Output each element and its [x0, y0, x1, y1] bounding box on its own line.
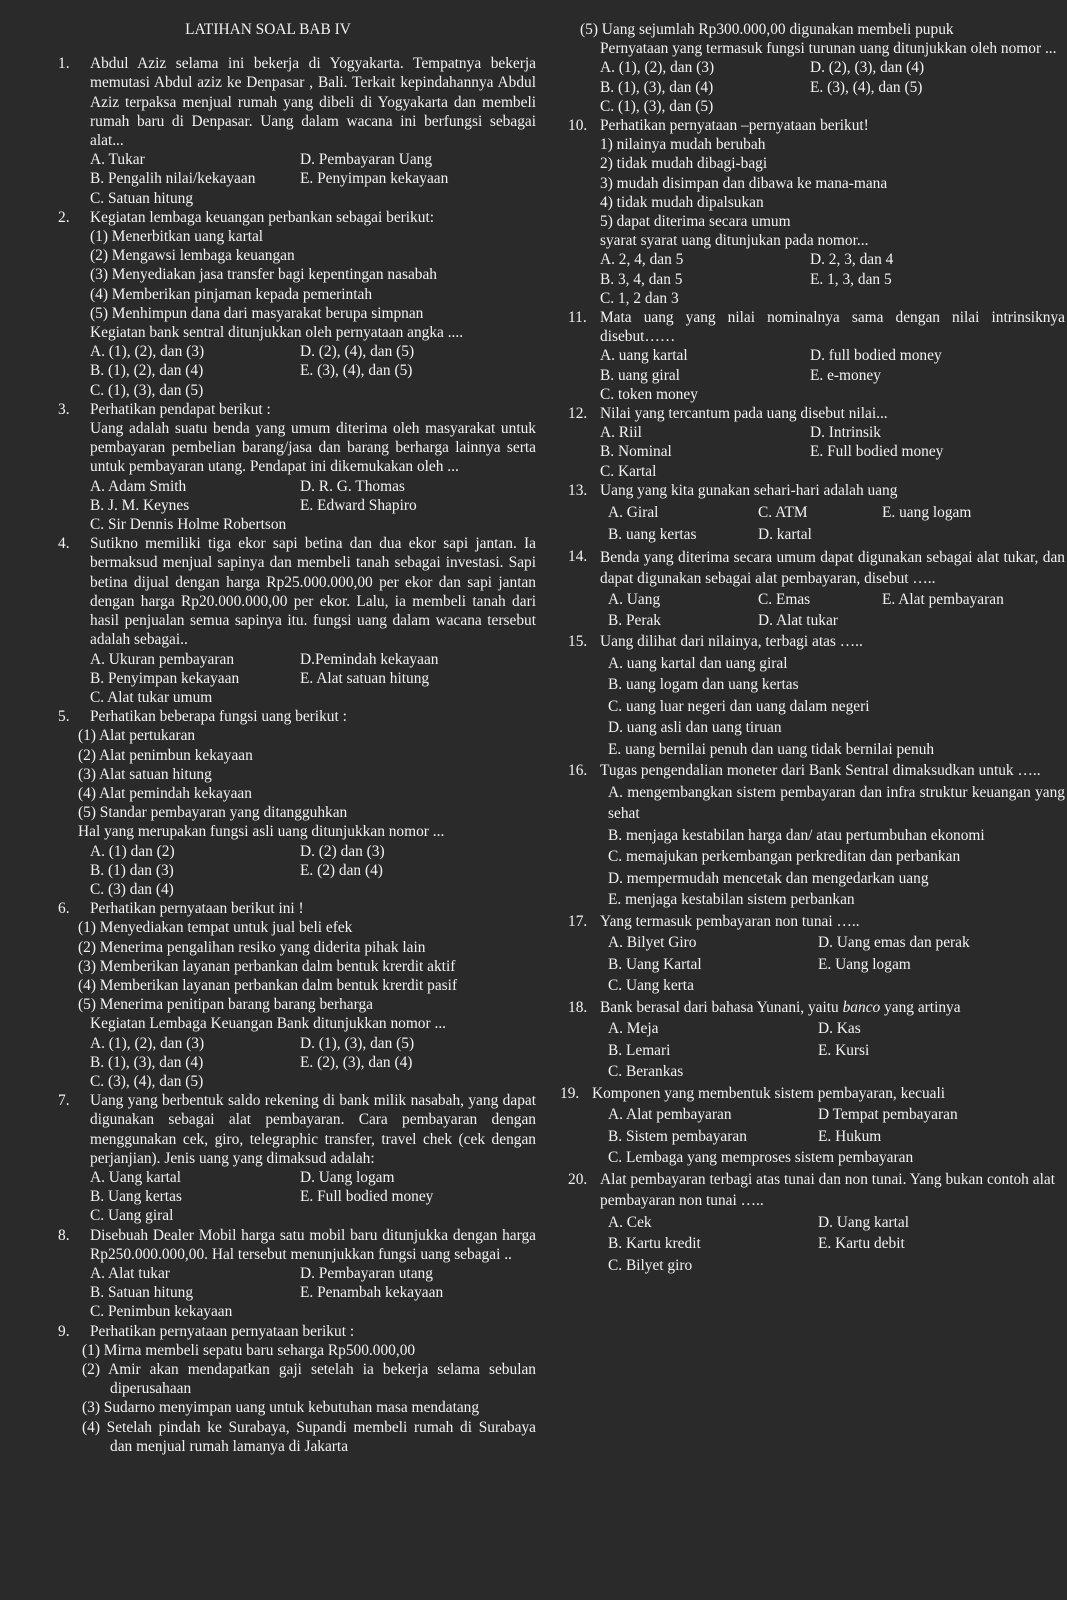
question-19: [560, 1083, 1065, 1169]
question-prompt: Hal yang merupakan fungsi asli uang ditunjukkan nomor ...: [78, 823, 445, 841]
option: C. (1), (3), dan (5): [600, 97, 714, 115]
option: D.Pemindah kekayaan: [300, 650, 439, 668]
option: E. e-money: [810, 366, 881, 384]
list-item: (3) Menyediakan jasa transfer bagi kepentingan nasabah: [90, 266, 438, 284]
list-item: (1) Mirna membeli sepatu baru seharga Rp500.000,00: [82, 1341, 416, 1359]
question-prompt: Kegiatan bank sentral ditunjukkan oleh pernyataan angka ....: [90, 324, 464, 342]
option: C. ATM: [758, 504, 808, 522]
question-number: 1.: [58, 55, 70, 73]
question-text: Perhatikan pernyataan berikut ini !: [90, 900, 304, 918]
option: E. Alat pembayaran: [882, 591, 1004, 609]
right-column: [560, 20, 1065, 1276]
option: C. uang luar negeri dan uang dalam negeri: [608, 697, 870, 715]
option: E. (2), (3), dan (4): [300, 1053, 413, 1071]
option: C. Uang giral: [90, 1207, 174, 1225]
question-17: [568, 911, 1065, 997]
list-item: (5) Uang sejumlah Rp300.000,00 digunakan membeli pupuk: [580, 21, 954, 38]
option: A. (1) dan (2): [90, 842, 175, 860]
option: E. Kartu debit: [818, 1235, 905, 1253]
option: A. (1), (2), dan (3): [90, 1034, 205, 1052]
option: C. Penimbun kekayaan: [90, 1303, 233, 1321]
option: D. R. G. Thomas: [300, 477, 405, 495]
question-2: [58, 208, 536, 400]
question-number: 10.: [568, 117, 588, 135]
option: A. Alat tukar: [90, 1265, 170, 1282]
option: B. (1) dan (3): [90, 861, 174, 879]
question-number: 15.: [568, 633, 588, 651]
question-text: Komponen yang membentuk sistem pembayaran, kecuali: [592, 1084, 946, 1102]
list-item: (5) Menerima penitipan barang barang berharga: [78, 996, 373, 1014]
question-16: [568, 760, 1065, 911]
option: C. (1), (3), dan (5): [90, 381, 204, 399]
option: C. (3) dan (4): [90, 880, 174, 898]
question-number: 5.: [58, 708, 70, 726]
option: C. 1, 2 dan 3: [600, 289, 679, 307]
option: D. Uang kartal: [818, 1213, 910, 1231]
option: A. uang kartal: [600, 347, 688, 365]
question-text: Yang termasuk pembayaran non tunai …..: [600, 912, 860, 930]
list-item: (5) Standar pembayaran yang ditangguhkan: [78, 804, 348, 822]
question-text: Abdul Aziz selama ini bekerja di Yogyakarta. Tempatnya bekerja memutasi Abdul aziz ke Denpasar , Bali. Terkait kepindahannya Abdul Aziz terpaksa menjual rumah yang dibeli di Yogyakarta dan membeli rumah baru di Denpasar. Uang dalam wacana ini berfungsi sebagai alat...: [90, 55, 536, 150]
question-11: [568, 308, 1065, 404]
question-number: 9.: [58, 1322, 70, 1340]
option: C. token money: [600, 385, 698, 403]
option: E. (2) dan (4): [300, 861, 383, 879]
list-item: (3) Alat satuan hitung: [78, 765, 212, 783]
question-number: 17.: [568, 912, 588, 930]
list-item: 4) tidak mudah dipalsukan: [600, 193, 764, 211]
question-number: 12.: [568, 405, 588, 423]
option: C. Sir Dennis Holme Robertson: [90, 516, 287, 534]
question-13: [568, 481, 1065, 548]
list-item: (2) Mengawsi lembaga keuangan: [90, 247, 295, 265]
option: D. (2), (4), dan (5): [300, 343, 415, 361]
list-item: (1) Menyediakan tempat untuk jual beli efek: [78, 919, 353, 937]
question-6: [58, 899, 536, 1091]
option: D. 2, 3, dan 4: [810, 251, 894, 269]
option: D. Pembayaran utang: [300, 1265, 433, 1282]
option: B. Pengalih nilai/kekayaan: [90, 170, 256, 188]
list-item: 2) tidak mudah dibagi-bagi: [600, 155, 768, 173]
list-item: (1) Menerbitkan uang kartal: [90, 228, 264, 246]
list-item: (3) Sudarno menyimpan uang untuk kebutuhan masa mendatang: [82, 1399, 480, 1417]
question-text: Mata uang yang nilai nominalnya sama dengan nilai intrinsiknya disebut……: [600, 309, 1065, 346]
question-text: Perhatikan pernyataan pernyataan berikut :: [90, 1322, 355, 1340]
option: E. Full bodied money: [300, 1188, 434, 1206]
option: B. J. M. Keynes: [90, 496, 190, 514]
question-3: [58, 400, 536, 534]
option: A. uang kartal dan uang giral: [608, 654, 788, 672]
question-8: [58, 1226, 536, 1322]
option: A. (1), (2), dan (3): [600, 59, 715, 77]
option: B. Uang kertas: [90, 1188, 182, 1206]
question-number: 14.: [568, 548, 588, 566]
option: C. Emas: [758, 591, 811, 609]
option: B. Perak: [608, 612, 662, 630]
question-number: 18.: [568, 998, 588, 1016]
question-5: [58, 707, 536, 899]
list-item: 3) mudah disimpan dan dibawa ke mana-mana: [600, 174, 888, 192]
option: D. Uang emas dan perak: [818, 934, 970, 952]
option: E. Alat satuan hitung: [300, 669, 430, 687]
option: A. Meja: [608, 1020, 659, 1038]
list-item: 1) nilainya mudah berubah: [600, 136, 766, 154]
option: C. Uang kerta: [608, 977, 694, 995]
list-item: 5) dapat diterima secara umum: [600, 213, 791, 231]
list-item: (4) Alat pemindah kekayaan: [78, 784, 252, 802]
option: A. Tukar: [90, 151, 145, 169]
option: E. uang logam: [882, 504, 972, 522]
option: E. Kursi: [818, 1041, 870, 1059]
option: C. Alat tukar umum: [90, 688, 213, 706]
question-15: [568, 631, 1065, 760]
question-number: 8.: [58, 1226, 70, 1244]
question-prompt: Pernyataan yang termasuk fungsi turunan uang ditunjukkan oleh nomor ...: [600, 40, 1057, 58]
option: B. Lemari: [608, 1041, 671, 1059]
option: D. Kas: [818, 1020, 861, 1038]
question-prompt: syarat syarat uang ditunjukan pada nomor...: [600, 232, 869, 250]
left-column: [58, 20, 536, 1456]
list-item: (4) Memberikan layanan perbankan dalm bentuk krerdit pasif: [78, 976, 458, 994]
question-number: 4.: [58, 535, 70, 553]
option: D Tempat pembayaran: [818, 1106, 958, 1124]
option: B. uang kertas: [608, 526, 697, 544]
option: D. full bodied money: [810, 347, 942, 365]
question-20: [568, 1169, 1065, 1277]
option: D. uang asli dan uang tiruan: [608, 719, 782, 737]
quote-text: Uang adalah suatu benda yang umum diterima oleh masyarakat untuk pembayaran pembelian barang/jasa dan barang berharga lainnya serta untuk pembayaran utang. Pendapat ini dikemukakan oleh ...: [90, 420, 536, 476]
option: A. Bilyet Giro: [608, 934, 697, 952]
option: A. (1), (2), dan (3): [90, 343, 205, 361]
option: A. Uang: [608, 591, 661, 609]
option: D. Uang logam: [300, 1168, 395, 1186]
option: E. 1, 3, dan 5: [810, 270, 892, 288]
question-text: Tugas pengendalian moneter dari Bank Sentral dimaksudkan untuk …..: [600, 762, 1041, 780]
question-text: Alat pembayaran terbagi atas tunai dan non tunai. Yang bukan contoh alat pembayaran non tunai …..: [600, 1170, 1055, 1210]
list-item: (2) Amir akan mendapatkan gaji setelah ia bekerja selama sebulan diperusahaan: [82, 1361, 536, 1398]
question-text: Kegiatan lembaga keuangan perbankan sebagai berikut:: [90, 208, 435, 226]
option: D. (1), (3), dan (5): [300, 1034, 415, 1052]
list-item: (5) Menhimpun dana dari masyarakat berupa simpnan: [90, 304, 424, 322]
option: C. Bilyet giro: [608, 1256, 693, 1274]
option: E. Hukum: [818, 1127, 882, 1145]
question-text: Bank berasal dari bahasa Yunani, yaitu banco yang artinya: [600, 998, 961, 1016]
option: E. Penyimpan kekayaan: [300, 170, 449, 188]
option: B. Sistem pembayaran: [608, 1127, 747, 1145]
option: D. Pembayaran Uang: [300, 151, 433, 169]
option: E. (3), (4), dan (5): [810, 78, 923, 96]
option: A. Riil: [600, 424, 642, 442]
question-number: 19.: [560, 1084, 580, 1102]
option: E. (3), (4), dan (5): [300, 362, 413, 380]
list-item: (4) Memberikan pinjaman kepada pemerintah: [90, 285, 373, 303]
question-text: Uang yang berbentuk saldo rekening di bank milik nasabah, yang dapat digunakan sebagai alat pembayaran. Cara pembayaran dengan menggunakan cek, giro, telegraphic transfer, travel chek (cek dengan perjanjian). Jenis uang yang dimaksud adalah:: [90, 1092, 536, 1167]
option: D. Intrinsik: [810, 424, 881, 442]
list-item: (3) Memberikan layanan perbankan dalm bentuk krerdit aktif: [78, 957, 456, 975]
question-text: Benda yang diterima secara umum dapat digunakan sebagai alat tukar, dan dapat digunakan sebagai alat pembayaran, disebut …..: [600, 549, 1065, 588]
question-number: 2.: [58, 208, 70, 226]
option: A. Uang kartal: [90, 1168, 182, 1186]
question-text: Perhatikan beberapa fungsi uang berikut :: [90, 708, 347, 726]
option: A. 2, 4, dan 5: [600, 251, 684, 269]
option: B. 3, 4, dan 5: [600, 270, 683, 288]
list-item: (1) Alat pertukaran: [78, 727, 196, 745]
option: E. Edward Shapiro: [300, 496, 417, 514]
option: B. uang logam dan uang kertas: [608, 676, 799, 694]
question-10: [568, 116, 1065, 308]
option: B. Nominal: [600, 443, 672, 461]
question-14: [568, 547, 1065, 631]
question-9-continued: [568, 20, 1065, 116]
question-number: 3.: [58, 400, 70, 418]
list-item: (4) Setelah pindah ke Surabaya, Supandi membeli rumah di Surabaya dan menjual rumah lamanya di Jakarta: [82, 1418, 536, 1455]
option: C. Kartal: [600, 462, 657, 480]
option: A. Ukuran pembayaran: [90, 650, 235, 668]
question-1: [58, 54, 536, 208]
question-prompt: Kegiatan Lembaga Keuangan Bank ditunjukkan nomor ...: [90, 1015, 447, 1033]
question-number: 7.: [58, 1092, 70, 1110]
option: D. mempermudah mencetak dan mengedarkan uang: [608, 869, 929, 887]
option: C. Satuan hitung: [90, 189, 194, 207]
question-4: [58, 534, 536, 707]
option: D. kartal: [758, 526, 812, 544]
option: E. Full bodied money: [810, 443, 944, 461]
option: B. menjaga kestabilan harga dan/ atau pertumbuhan ekonomi: [608, 826, 985, 844]
option: C. (3), (4), dan (5): [90, 1072, 204, 1090]
question-9: [58, 1322, 536, 1456]
question-number: 13.: [568, 481, 588, 499]
option: A. mengembangkan sistem pembayaran dan infra struktur keuangan yang sehat: [608, 783, 1065, 823]
question-text: Perhatikan pendapat berikut :: [90, 400, 271, 418]
option: E. Uang logam: [818, 955, 911, 973]
option: D. Alat tukar: [758, 612, 838, 630]
list-item: (2) Alat penimbun kekayaan: [78, 746, 253, 764]
option: B. Uang Kartal: [608, 955, 702, 973]
option: A. Adam Smith: [90, 477, 187, 495]
option: E. menjaga kestabilan sistem perbankan: [608, 891, 855, 909]
option: E. Penambah kekayaan: [300, 1284, 444, 1302]
option: B. Kartu kredit: [608, 1235, 701, 1253]
option: B. Satuan hitung: [90, 1284, 194, 1302]
question-7: [58, 1091, 536, 1225]
page-title: LATIHAN SOAL BAB IV: [185, 21, 351, 38]
option: C. memajukan perkembangan perkreditan dan perbankan: [608, 848, 961, 866]
option: E. uang bernilai penuh dan uang tidak bernilai penuh: [608, 740, 935, 758]
option: C. Lembaga yang memproses sistem pembayaran: [608, 1149, 914, 1167]
question-number: 20.: [568, 1170, 588, 1188]
option: B. (1), (3), dan (4): [90, 1053, 204, 1071]
option: D. (2), (3), dan (4): [810, 59, 925, 77]
question-number: 11.: [568, 309, 587, 327]
question-text: Uang dilihat dari nilainya, terbagi atas …..: [600, 633, 863, 651]
question-12: [568, 404, 1065, 481]
question-number: 16.: [568, 762, 588, 780]
list-item: (2) Menerima pengalihan resiko yang diderita pihak lain: [78, 938, 426, 956]
option: C. Berankas: [608, 1063, 684, 1081]
option: A. Giral: [608, 504, 659, 522]
option: B. (1), (3), dan (4): [600, 78, 714, 96]
option: B. Penyimpan kekayaan: [90, 669, 240, 687]
question-text: Nilai yang tercantum pada uang disebut nilai...: [600, 405, 888, 423]
question-text: Sutikno memiliki tiga ekor sapi betina dan dua ekor sapi jantan. Ia bermaksud menjual sapinya dan membeli tanah sebagai investasi. Sapi betina dijual dengan harga Rp25.000.000,00 per ekor dan sapi jantan dengan harga Rp20.000.000,00 per ekor. Lalu, ia membeli tanah dari hasil penjualan semua sapinya itu. fungsi uang dalam wacana tersebut adalah sebagai..: [90, 535, 536, 649]
option: B. uang giral: [600, 366, 680, 384]
question-text: Disebuah Dealer Mobil harga satu mobil baru ditunjukka dengan harga Rp250.000.000,00. Hal tersebut menunjukkan fungsi uang sebagai ..: [90, 1226, 536, 1263]
option: B. (1), (2), dan (4): [90, 362, 204, 380]
question-text: Perhatikan pernyataan –pernyataan berikut!: [600, 117, 869, 135]
question-18: [568, 997, 1065, 1083]
option: A. Alat pembayaran: [608, 1106, 732, 1124]
option: A. Cek: [608, 1213, 652, 1231]
option: D. (2) dan (3): [300, 842, 385, 860]
question-number: 6.: [58, 900, 70, 918]
question-text: Uang yang kita gunakan sehari-hari adalah uang: [600, 481, 898, 499]
